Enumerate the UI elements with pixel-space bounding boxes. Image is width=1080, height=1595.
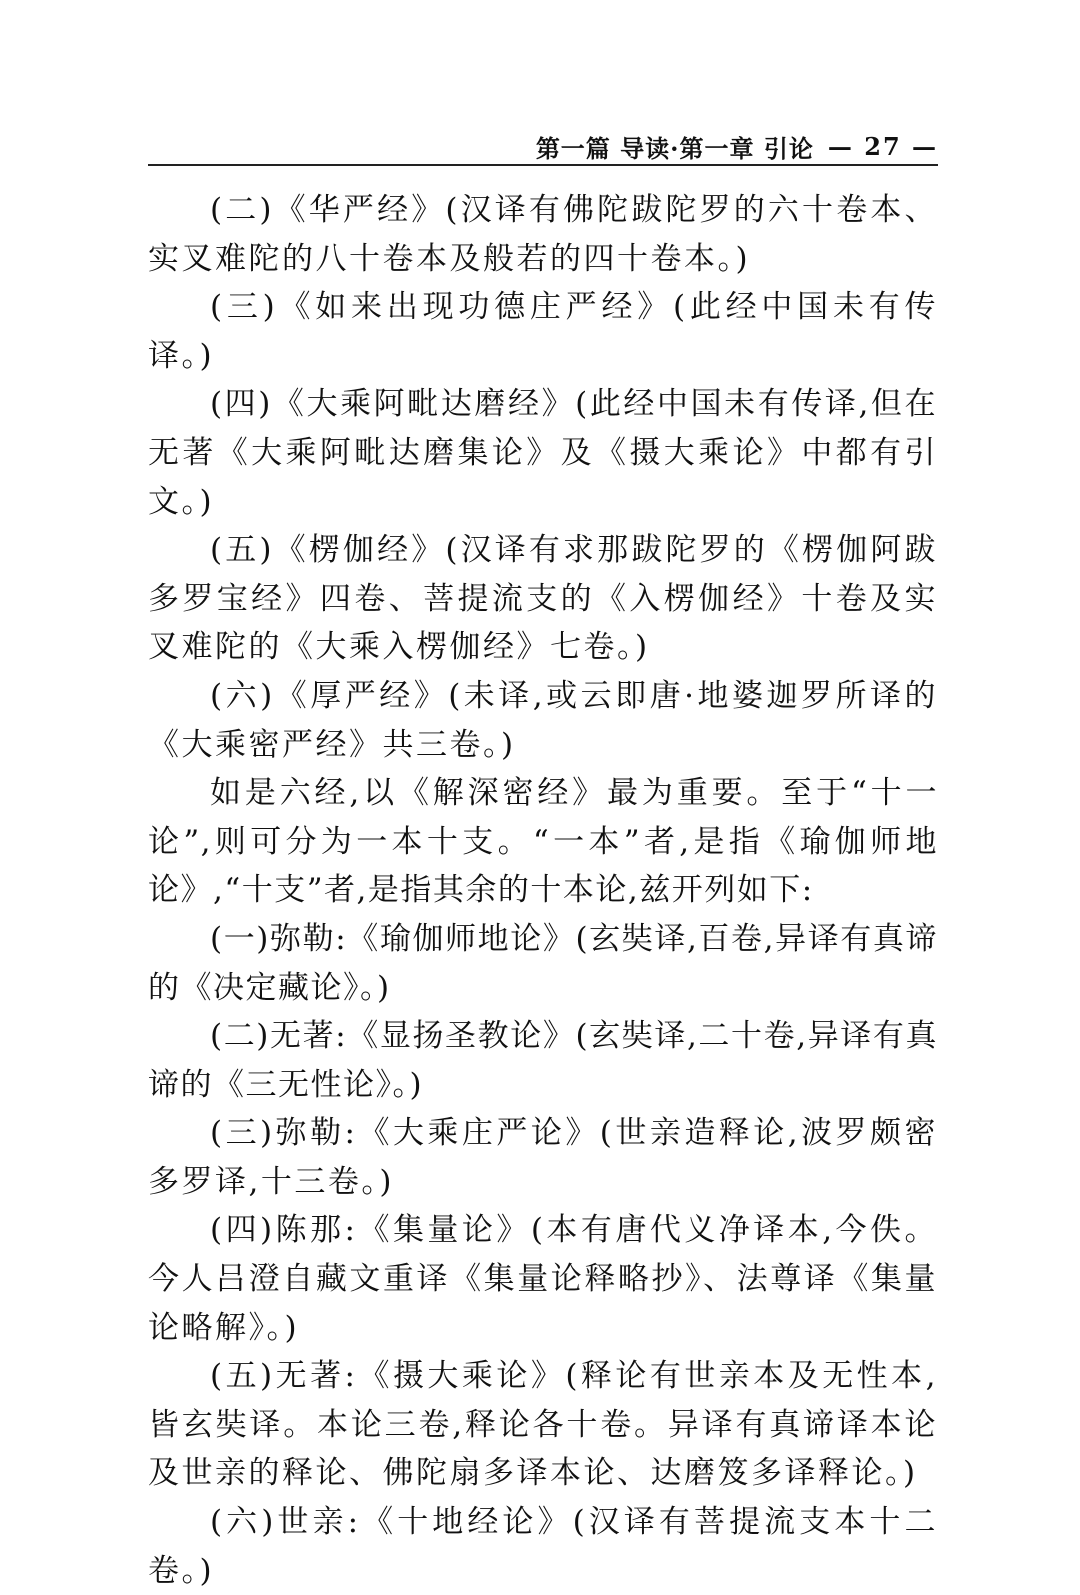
body-text — [148, 186, 938, 1595]
paragraph-mahayana-sutralamkara: (三)弥勒:《大乘庄严论》(世亲造释论,波罗颇密多罗译,十三卷。) — [148, 1115, 938, 1200]
paragraph-xianyang: (二)无著:《显扬圣教论》(玄奘译,二十卷,异译有真谛的《三无性论》。) — [148, 1018, 938, 1103]
paragraph-huayan: (二)《华严经》(汉译有佛陀跋陀罗的六十卷本、实叉难陀的八十卷本及般若的四十卷本。) — [148, 192, 938, 277]
page-number: — 27 — — [827, 131, 938, 161]
paragraph-abhidharma: (四)《大乘阿毗达磨经》(此经中国未有传译,但在无著《大乘阿毗达磨集论》及《摄大乘论》中都有引文。) — [148, 386, 938, 520]
running-head-title: 第一篇 导读·第一章 引论 — [535, 133, 814, 163]
paragraph-pramana: (四)陈那:《集量论》(本有唐代义净译本,今佚。今人吕澄自藏文重译《集量论释略抄》、法尊译《集量论略解》。) — [148, 1212, 938, 1346]
paragraph-lankavatara: (五)《楞伽经》(汉译有求那跋陀罗的《楞伽阿跋多罗宝经》四卷、菩提流支的《入楞伽经》十卷及实叉难陀的《大乘入楞伽经》七卷。) — [148, 532, 938, 666]
paragraph-houyan: (六)《厚严经》(未译,或云即唐·地婆迦罗所译的《大乘密严经》共三卷。) — [148, 677, 938, 763]
running-head — [148, 128, 938, 166]
paragraph-yogacara-bhumi: (一)弥勒:《瑜伽师地论》(玄奘译,百卷,异译有真谛的《决定藏论》。) — [148, 920, 938, 1006]
paragraph-dasabhumika: (六)世亲:《十地经论》(汉译有菩提流支本十二卷。) — [148, 1504, 938, 1589]
paragraph-rulai: (三)《如来出现功德庄严经》(此经中国未有传译。) — [148, 289, 938, 374]
paragraph-six-sutras: 如是六经,以《解深密经》最为重要。至于“十一论”,则可分为一本十支。“一本”者,是指《瑜伽师地论》,“十支”者,是指其余的十本论,兹开列如下: — [148, 775, 938, 909]
paragraph-mahayana-samgraha: (五)无著:《摄大乘论》(释论有世亲本及无性本,皆玄奘译。本论三卷,释论各十卷。异译有真谛译本论及世亲的释论、佛陀扇多译本论、达磨笈多译释论。) — [148, 1358, 938, 1492]
